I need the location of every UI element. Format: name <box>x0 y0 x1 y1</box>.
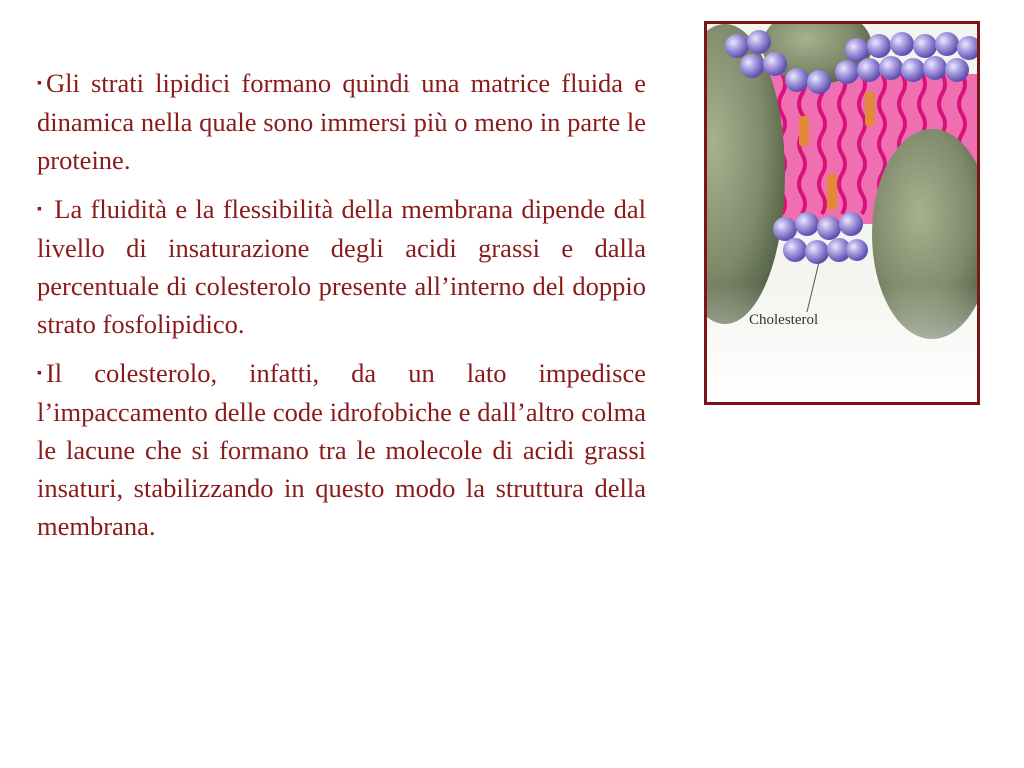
membrane-figure <box>704 21 980 405</box>
text-block <box>37 64 646 556</box>
square-bullet-icon: ▪ <box>37 366 42 381</box>
square-bullet-icon: ▪ <box>37 76 42 91</box>
paragraph-membrane-fluidity <box>37 190 646 343</box>
square-bullet-icon: ▪ <box>37 202 42 217</box>
paragraph-lipid-matrix <box>37 64 646 179</box>
paragraph-text: La fluidità e la flessibilità della membrana dipende dal livello di insaturazione degli acidi grassi e dalla percentuale di colesterolo presente all’interno del doppio strato fosfolipidico. <box>37 194 646 339</box>
paragraph-text: Il colesterolo, infatti, da un lato impedisce l’impaccamento delle code idrofobiche e dall’altro colma le lacune che si formano tra le molecole di acidi grassi insaturi, stabilizzando in questo modo la struttura della membrana. <box>37 358 646 541</box>
cholesterol-label: Cholesterol <box>749 312 819 328</box>
paragraph-cholesterol-role <box>37 354 646 545</box>
membrane-illustration <box>707 24 977 402</box>
lower-fade <box>707 284 977 402</box>
paragraph-text: Gli strati lipidici formano quindi una matrice fluida e dinamica nella quale sono immersi più o meno in parte le proteine. <box>37 68 646 175</box>
